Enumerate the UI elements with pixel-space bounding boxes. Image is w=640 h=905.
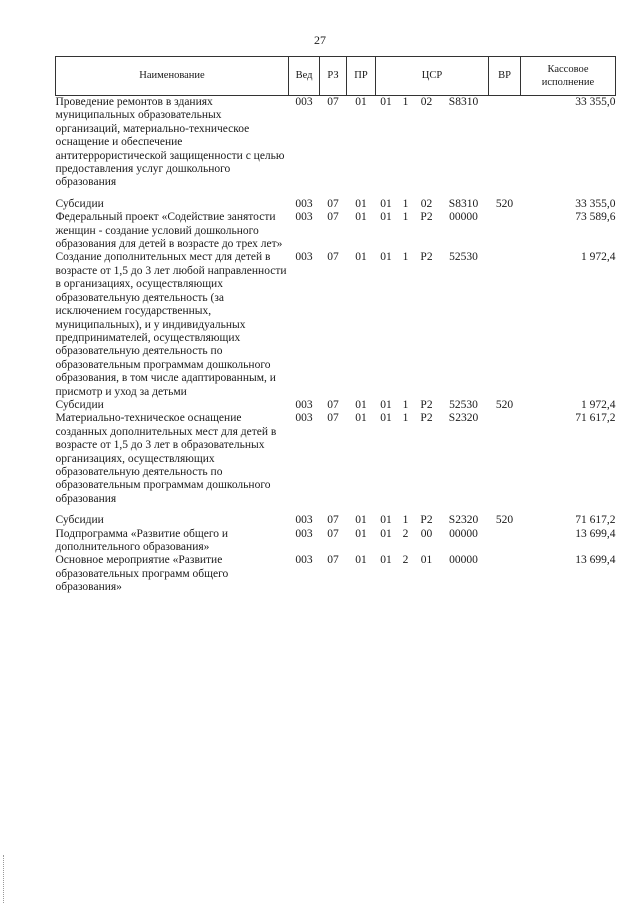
row-vr: 520 [495, 398, 514, 411]
table-row [56, 528, 616, 555]
row-name: Создание дополнительных мест для детей в возрасте от 1,5 до 3 лет любой направленности в организациях, осуществляющих образовательную деятельность (за исключением государственных, муниципальных), и у индивидуальных предпринимателей, осуществляющих образовательную деятельность по образовательным программам дошкольного образования, в том числе адаптированным, и присмотр и уход за детьми [55, 251, 287, 398]
row-name: Субсидии [55, 514, 104, 527]
row-csr-subprogram: 1 [402, 96, 409, 108]
row-csr-subprogram: 1 [402, 251, 409, 264]
row-name: Основное мероприятие «Развитие образовательных программ общего образования» [55, 554, 229, 594]
row-csr-direction: S2320 [448, 514, 479, 527]
row-pr: 01 [355, 412, 367, 425]
row-csr-event: 00 [420, 527, 433, 540]
row-ved: 003 [295, 197, 313, 210]
row-csr-event: P2 [420, 514, 433, 527]
row-csr-program: 01 [380, 251, 392, 264]
row-name: Субсидии [55, 197, 104, 210]
row-csr-event: P2 [420, 412, 433, 425]
table-header-row [56, 57, 616, 96]
row-csr-subprogram: 1 [402, 412, 409, 425]
row-amount: 1 972,4 [581, 251, 616, 264]
row-csr-direction: 00000 [449, 554, 478, 567]
row-csr-program: 01 [380, 398, 392, 411]
row-ved: 003 [295, 251, 313, 264]
row-amount: 71 617,2 [575, 412, 616, 425]
row-vr [489, 211, 521, 251]
table-row [56, 190, 616, 211]
row-csr-program: 01 [380, 527, 392, 540]
row-csr-program: 01 [380, 96, 392, 108]
row-csr-event: 01 [420, 554, 433, 567]
row-rz: 07 [327, 211, 339, 224]
row-csr-event: P2 [420, 251, 433, 264]
header-csr: ЦСР [376, 57, 489, 96]
row-csr-direction: S2320 [448, 412, 479, 425]
row-amount: 13 699,4 [575, 527, 616, 540]
scan-margin-mark [3, 855, 7, 903]
row-rz: 07 [327, 412, 339, 425]
row-csr-subprogram: 1 [402, 514, 409, 527]
row-csr-direction: 52530 [449, 251, 478, 264]
table-row [56, 554, 616, 594]
table-row [56, 251, 616, 398]
row-csr-subprogram: 2 [402, 527, 409, 540]
row-name: Подпрограмма «Развитие общего и дополнительного образования» [55, 527, 229, 553]
table-row [56, 506, 616, 527]
row-amount: 13 699,4 [575, 554, 616, 567]
row-rz: 07 [327, 527, 339, 540]
row-vr [489, 554, 521, 594]
row-ved: 003 [295, 554, 313, 567]
table-row [56, 211, 616, 251]
row-vr [489, 528, 521, 555]
page-number: 27 [314, 33, 326, 47]
row-amount: 33 355,0 [575, 197, 616, 210]
row-ved: 003 [295, 412, 313, 425]
row-name: Федеральный проект «Содействие занятости женщин - создание условий дошкольного образования для детей в возрасте до трех лет» [55, 211, 283, 251]
row-name: Проведение ремонтов в зданиях муниципальных образовательных организаций, материально-техническое оснащение и обеспечение антитеррористической защищенности с целью предоставления услуг дошкольного образования [55, 96, 285, 189]
row-rz: 07 [327, 251, 339, 264]
row-csr-program: 01 [380, 412, 392, 425]
header-name: Наименование [56, 57, 289, 96]
header-amount: Кассовое исполнение [521, 57, 616, 96]
row-ved: 003 [295, 514, 313, 527]
row-csr-direction: 00000 [449, 527, 478, 540]
row-csr-subprogram: 1 [402, 398, 409, 411]
row-rz: 07 [327, 398, 339, 411]
row-pr: 01 [355, 211, 367, 224]
row-pr: 01 [355, 554, 367, 567]
row-pr: 01 [355, 514, 367, 527]
row-vr [489, 412, 521, 506]
table-row [56, 96, 616, 190]
row-pr: 01 [355, 197, 367, 210]
row-amount: 1 972,4 [581, 398, 616, 411]
row-vr [489, 96, 521, 190]
row-csr-direction: 00000 [449, 211, 478, 224]
row-ved: 003 [295, 527, 313, 540]
row-csr-program: 01 [380, 197, 392, 210]
table-row [56, 412, 616, 506]
budget-table [55, 56, 616, 595]
header-rz: РЗ [320, 57, 347, 96]
row-csr-event: P2 [420, 211, 433, 224]
table-row [56, 399, 616, 412]
header-vr: ВР [489, 57, 521, 96]
row-amount: 73 589,6 [575, 211, 616, 224]
row-vr: 520 [495, 514, 514, 527]
row-amount: 71 617,2 [575, 514, 616, 527]
row-vr [489, 251, 521, 398]
row-csr-program: 01 [380, 514, 392, 527]
row-ved: 003 [295, 398, 313, 411]
row-rz: 07 [327, 514, 339, 527]
row-name: Субсидии [55, 398, 104, 411]
row-csr-subprogram: 2 [402, 554, 409, 567]
row-rz: 07 [327, 96, 339, 108]
row-csr-event: 02 [420, 96, 433, 108]
row-pr: 01 [355, 398, 367, 411]
row-csr-program: 01 [380, 211, 392, 224]
row-pr: 01 [355, 527, 367, 540]
row-csr-direction: 52530 [449, 398, 478, 411]
row-amount: 33 355,0 [575, 96, 616, 108]
row-pr: 01 [355, 96, 367, 108]
row-csr-direction: S8310 [448, 96, 479, 108]
row-vr: 520 [495, 197, 514, 210]
row-csr-event: P2 [420, 398, 433, 411]
row-csr-subprogram: 1 [402, 211, 409, 224]
row-csr-event: 02 [420, 197, 433, 210]
row-ved: 003 [295, 211, 313, 224]
row-csr-program: 01 [380, 554, 392, 567]
row-csr-direction: S8310 [448, 197, 479, 210]
row-rz: 07 [327, 197, 339, 210]
header-pr: ПР [347, 57, 376, 96]
row-ved: 003 [295, 96, 313, 108]
row-name: Материально-техническое оснащение созданных дополнительных мест для детей в возрасте от 1,5 до 3 лет в образовательных организациях, осуществляющих образовательную деятельность по образовательным программам дошкольного образования [55, 412, 277, 505]
header-ved: Вед [289, 57, 320, 96]
row-rz: 07 [327, 554, 339, 567]
row-pr: 01 [355, 251, 367, 264]
row-csr-subprogram: 1 [402, 197, 409, 210]
